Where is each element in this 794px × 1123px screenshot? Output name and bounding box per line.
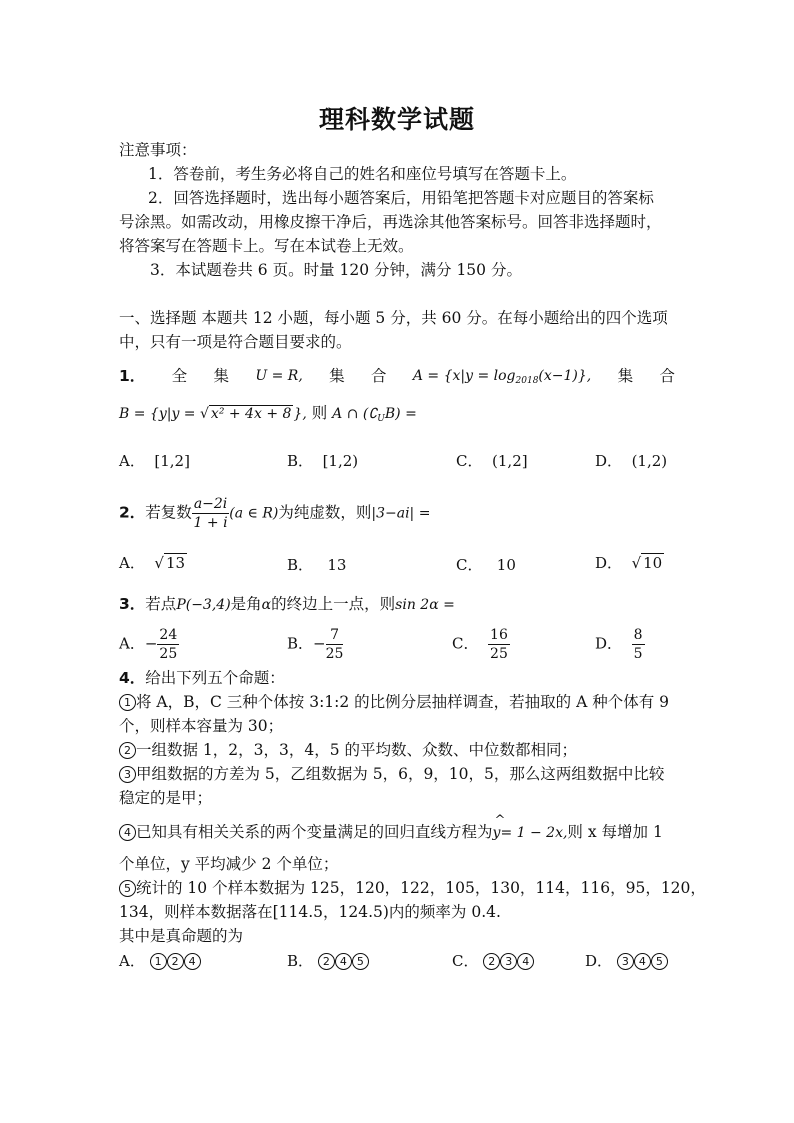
proposition-1-line-1: 1 将 A，B，C 三种个体按 3:1:2 的比例分层抽样调查，若抽取的 A 种个体有 9 <box>119 692 669 712</box>
question-2 <box>119 495 430 532</box>
q1-then: 则 <box>311 404 328 422</box>
q2-expression: |3−ai| = <box>371 505 431 522</box>
universal-set: U = R, <box>255 368 303 384</box>
q3-option-a: A．− $\frac{24}{25}$ <box>119 627 178 662</box>
notice-heading: 注意事项： <box>119 141 197 159</box>
question-4-intro: 4．给出下列五个命题： <box>119 669 285 687</box>
complex-fraction: $\frac{a-2i}{1 + i}$ <box>193 496 228 531</box>
q2-option-c: C． 10 <box>456 556 516 574</box>
question-4-prompt: 其中是真命题的为 <box>119 927 244 945</box>
set-b: B = {y|y = √ x² + 4x + 8 }, <box>119 406 307 422</box>
circled-5-icon: 5 <box>119 880 136 897</box>
q1-option-d: D． (1,2) <box>595 452 668 470</box>
set-a: $A = \{x|y = \log_{2018}(x-1)\}$, <box>412 368 592 386</box>
section-heading-line-1: 一、选择题 本题共 12 小题，每小题 5 分，共 60 分。在每小题给出的四个选项 <box>119 309 668 327</box>
question-3: 3．若点P(−3,4)是角α的终边上一点，则sin 2α = <box>119 595 455 613</box>
q1-expression: A ∩ $(∁_UB)$ = <box>332 406 417 424</box>
q1-word: 集 <box>213 367 230 385</box>
point-p: P(−3,4) <box>176 597 231 613</box>
q1-option-a: A． [1,2] <box>119 452 190 470</box>
proposition-5-line-1: 5 统计的 10 个样本数据为 125，120，122，105，130，114，116，95，120， <box>119 878 706 898</box>
sqrt-icon: √ 13 <box>154 554 186 572</box>
angle-alpha: α <box>261 597 272 613</box>
q2-option-a: A． √ 13 <box>119 554 186 572</box>
q1-option-c: C． (1,2] <box>456 452 528 470</box>
q3-option-d: D． $\frac{8}{5}$ <box>595 627 643 662</box>
q4-option-c: C． 2 3 4 <box>452 950 534 971</box>
page-title: 理科数学试题 <box>318 105 475 134</box>
q1-option-b: B． [1,2) <box>287 452 359 470</box>
proposition-5-line-2: 134，则样本数据落在[114.5，124.5)内的频率为 0.4. <box>119 903 501 921</box>
notice-item-2-line-2: 号涂黑。如需改动，用橡皮擦干净后，再选涂其他答案标号。回答非选择题时， <box>119 213 662 231</box>
sqrt-icon: √ 10 <box>631 554 663 572</box>
sqrt-icon: √ x² + 4x + 8 <box>200 406 292 422</box>
q2-option-d: D． √ 10 <box>595 554 663 572</box>
proposition-4-line-1: 4 已知具有相关关系的两个变量满足的回归直线方程为^ y= 1 − 2x,则 x 每增加 1 <box>119 822 663 843</box>
q1-word: 合 <box>659 367 675 385</box>
notice-item-1: 1．答卷前，考生务必将自己的姓名和座位号填写在答题卡上。 <box>148 165 577 183</box>
proposition-1-line-2: 个，则样本容量为 30； <box>119 717 284 735</box>
circled-1-icon: 1 <box>119 694 136 711</box>
proposition-3-line-1: 3 甲组数据的方差为 5，乙组数据为 5，6，9，10，5，那么这两组数据中比较 <box>119 764 664 784</box>
section-heading-line-2: 中，只有一项是符合题目要求的。 <box>119 333 352 351</box>
circled-3-icon: 3 <box>119 766 136 783</box>
question-1-line-2 <box>119 403 417 429</box>
q1-word: 合 <box>370 367 387 385</box>
notice-item-2-line-3: 将答案写在答题卡上。写在本试卷上无效。 <box>119 237 414 255</box>
q3-expression: sin 2α = <box>395 597 455 613</box>
q3-option-c: C． $\frac{16}{25}$ <box>452 627 508 662</box>
q1-word: 集 <box>329 367 345 385</box>
q4-option-a: A． 1 2 4 <box>119 950 201 971</box>
q2-text: 若复数 <box>145 503 192 522</box>
q2-option-b: B． 13 <box>287 556 347 574</box>
notice-item-3: 3．本试题卷共 6 页。时量 120 分钟，满分 150 分。 <box>150 261 522 279</box>
q2-condition: (a ∈ R) <box>229 505 279 522</box>
question-2-number: 2． <box>119 503 146 522</box>
circled-2-icon: 2 <box>119 742 136 759</box>
q3-option-b: B．− $\frac{7}{25}$ <box>287 627 344 662</box>
proposition-3-line-2: 稳定的是甲； <box>119 789 213 807</box>
notice-item-2-line-1: 2．回答选择题时，选出每小题答案后，用铅笔把答题卡对应题目的答案标 <box>148 189 654 207</box>
question-3-number: 3． <box>119 595 146 613</box>
q2-text: 为纯虚数，则 <box>278 503 372 522</box>
proposition-2: 2 一组数据 1，2，3，3，4，5 的平均数、众数、中位数都相同； <box>119 740 577 760</box>
q4-option-b: B． 2 4 5 <box>287 950 369 971</box>
question-1-number: 1． <box>119 367 146 385</box>
proposition-4-line-2: 个单位，y 平均减少 2 个单位； <box>119 855 339 873</box>
q1-word: 集 <box>617 367 634 385</box>
q1-word: 全 <box>171 367 188 385</box>
question-4-number: 4． <box>119 669 146 687</box>
y-hat: ^ y <box>493 823 501 843</box>
q4-option-d: D． 3 4 5 <box>585 950 668 971</box>
circled-4-icon: 4 <box>119 824 136 841</box>
question-1-line-1 <box>119 366 675 391</box>
